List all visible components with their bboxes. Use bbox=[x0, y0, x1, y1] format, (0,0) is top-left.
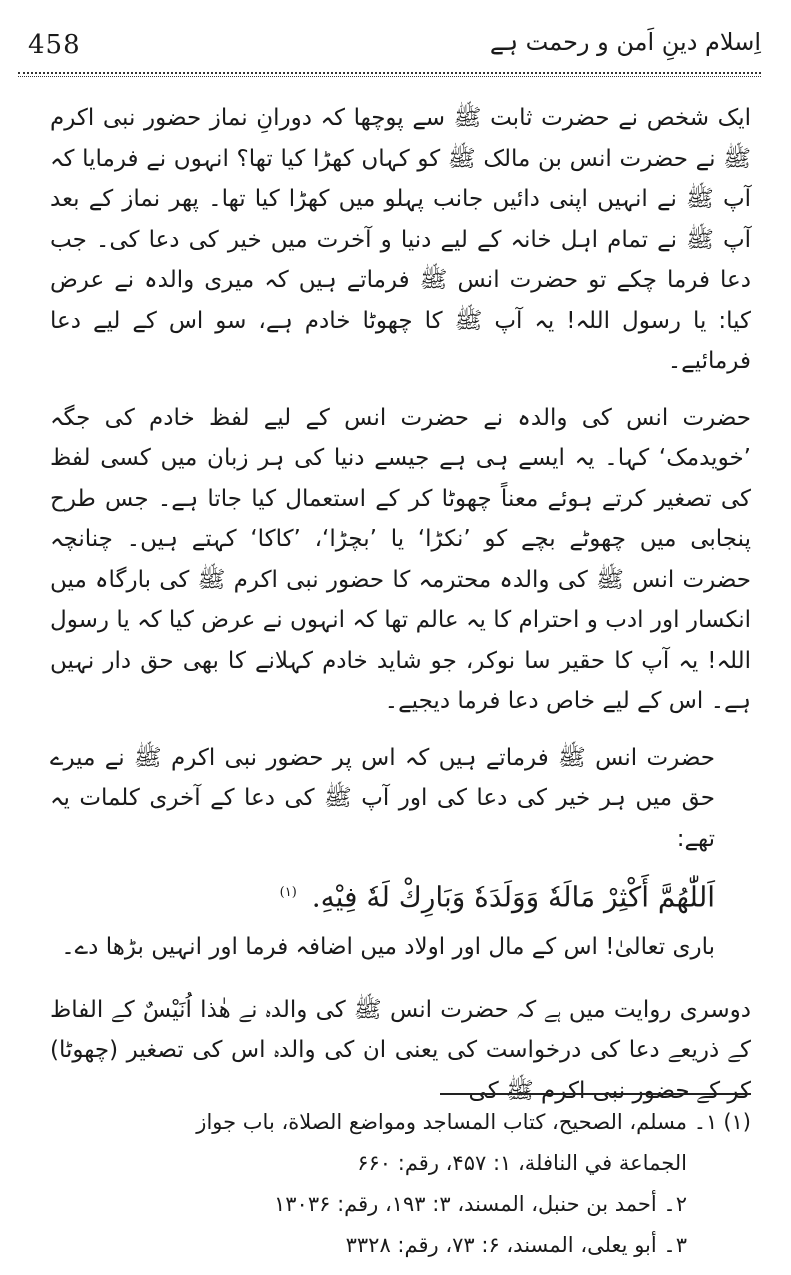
page-number: 458 bbox=[28, 30, 81, 60]
footnote-divider bbox=[440, 1093, 751, 1095]
arabic-supplication bbox=[50, 869, 715, 921]
paragraph-3: حضرت انس ﷺ فرماتے ہیں کہ اس پر حضور نبی اکرم ﷺ نے میرے حق میں ہر خیر کی دعا کی اور آپ ﷺ کی دعا کے آخری کلمات یہ تھے: bbox=[50, 744, 715, 852]
translation: باری تعالیٰ! اس کے مال اور اولاد میں اضافہ فرما اور انہیں بڑھا دے۔ bbox=[61, 934, 715, 961]
footnote-citation-2: ۲۔ أحمد بن حنبل، المسند، ۳: ۱۹۳، رقم: ۱۳۰۳۶ bbox=[273, 1192, 687, 1216]
footnote-line-2: الجماعة في النافلة، ۱: ۴۵۷، رقم: ۶۶۰ bbox=[357, 1151, 687, 1175]
header-divider bbox=[18, 72, 761, 74]
paragraph-2: حضرت انس کی والدہ نے حضرت انس کے لیے لفظ خادم کی جگہ ’خویدمک‘ کہا۔ یہ ایسے ہی ہے جیسے دنیا کی ہر زبان میں کسی لفظ کی تصغیر کرتے ہوئے معناً چھوٹا کر کے استعمال کیا جاتا ہے۔ جس طرح پنجابی میں چھوٹے بچے کو ’نکڑا‘ یا ’بچڑا‘، ’کاکا‘ کہتے ہیں۔ چنانچہ حضرت انس ﷺ کی والدہ محترمہ کا حضور نبی اکرم ﷺ کی بارگاہ میں انکسار اور ادب و احترام کا یہ عالم تھا کہ انہوں نے عرض کیا کہ یا رسول اللہ! یہ آپ کا حقیر سا نوکر، جو شاید خادم کہلانے کا بھی حق دار نہیں ہے۔ اس کے لیے خاص دعا فرما دیجیے۔ bbox=[50, 404, 751, 714]
footnote-marker: (۱) bbox=[723, 1110, 751, 1134]
footnote-citation-1: ۱۔ مسلم، الصحيح، كتاب المساجد ومواضع الصلاة، باب جواز bbox=[196, 1110, 718, 1134]
paragraph-4: دوسری روایت میں ہے کہ حضرت انس ﷺ کی والدہ نے هٰذا اُنَیْسٌ کے الفاظ کے ذریعے دعا کی درخواست کی یعنی ان کی والدہ اس کی تصغیر (چھوٹا) کر کے حضور نبی اکرم ﷺ کی bbox=[50, 996, 751, 1104]
footnotes bbox=[40, 1102, 751, 1266]
main-text bbox=[50, 98, 751, 1127]
arabic-supplication-text: اَللّٰهُمَّ أَكْثِرْ مَالَهٗ وَوَلَدَهٗ وَبَارِكْ لَهٗ فِيْهِ. bbox=[311, 880, 715, 914]
paragraph-1: ایک شخص نے حضرت ثابت ﷺ سے پوچھا کہ دورانِ نماز حضور نبی اکرم ﷺ نے حضرت انس بن مالک ﷺ کو کہاں کھڑا کیا تھا؟ انہوں نے فرمایا کہ آپ ﷺ نے انہیں اپنی دائیں جانب پہلو میں کھڑا کیا تھا۔ پھر نماز کے بعد آپ ﷺ نے تمام اہل خانہ کے لیے دنیا و آخرت میں خیر کی دعا کی۔ جب دعا فرما چکے تو حضرت انس ﷺ فرماتے ہیں کہ میری والدہ نے عرض کیا: یا رسول اللہ! یہ آپ ﷺ کا چھوٹا خادم ہے، سو اس کے لیے دعا فرمائیے۔ bbox=[50, 105, 751, 374]
footnote-citation-3: ۳۔ أبو يعلى، المسند، ۶: ۷۳، رقم: ۳۳۲۸ bbox=[345, 1233, 687, 1257]
page-header bbox=[18, 22, 761, 72]
footnote-reference: (۱) bbox=[279, 885, 297, 900]
running-title: اِسلام دینِ اَمن و رحمت ہے bbox=[489, 28, 761, 56]
header-divider-secondary bbox=[18, 76, 761, 77]
footnote-line-1 bbox=[40, 1102, 751, 1143]
